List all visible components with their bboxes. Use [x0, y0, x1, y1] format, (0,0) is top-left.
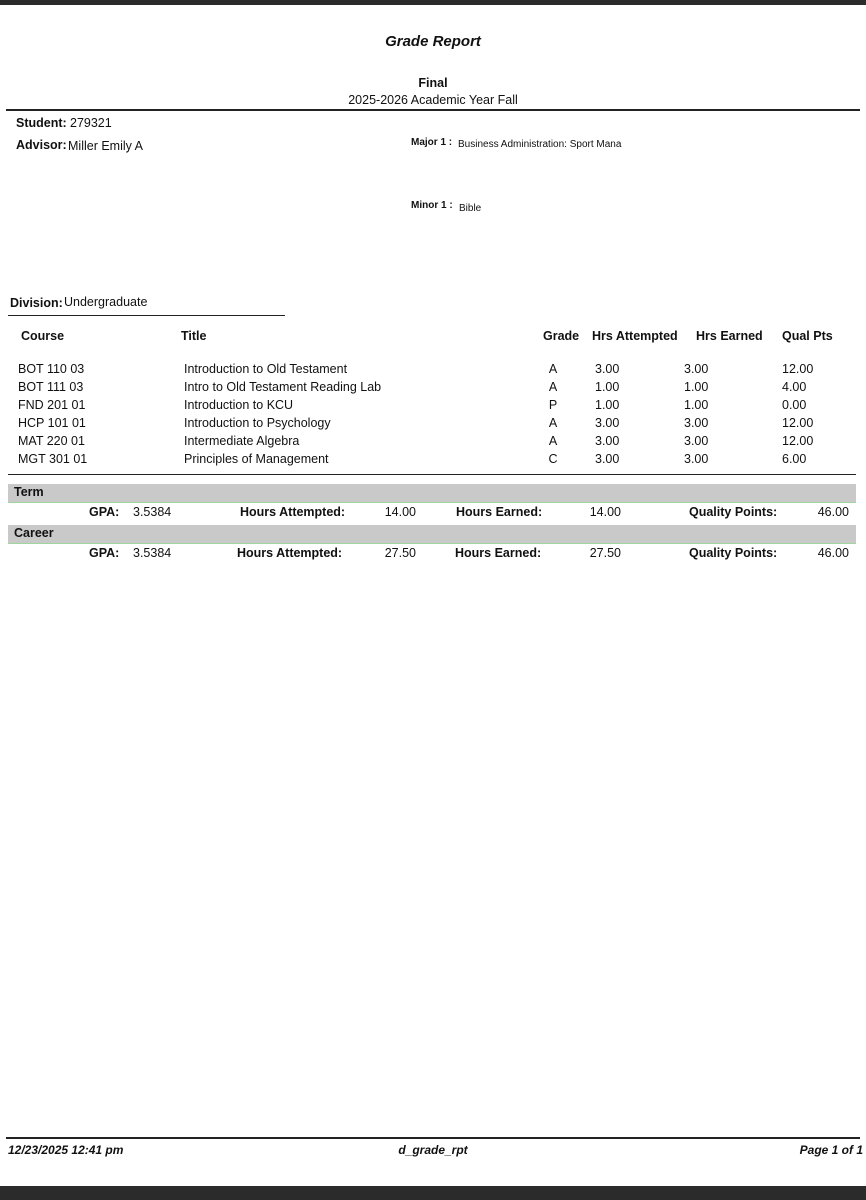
- col-header-title: Title: [181, 329, 207, 343]
- career-gpa-value: 3.5384: [133, 546, 172, 560]
- term-hours-attempted-value: 14.00: [384, 505, 416, 519]
- course-hrs-attempted: 3.00: [595, 362, 620, 376]
- course-title: Introduction to Old Testament: [184, 362, 348, 376]
- student-label: Student:: [16, 116, 67, 130]
- course-qual-pts: 4.00: [782, 380, 807, 394]
- course-code: BOT 111 03: [18, 380, 84, 394]
- career-label: Career: [14, 526, 54, 540]
- course-hrs-earned: 1.00: [684, 398, 709, 412]
- course-qual-pts: 0.00: [782, 398, 807, 412]
- division-label: Division:: [10, 296, 63, 310]
- minor-value: Bible: [459, 203, 482, 214]
- report-type: Final: [418, 76, 448, 90]
- term-gpa-label: GPA:: [89, 505, 120, 519]
- course-title: Introduction to KCU: [184, 398, 294, 412]
- major-value: Business Administration: Sport Mana: [458, 139, 622, 150]
- col-header-grade: Grade: [543, 329, 580, 343]
- course-hrs-earned: 3.00: [684, 434, 709, 448]
- term-band: [8, 484, 856, 503]
- course-grade: A: [548, 416, 558, 430]
- career-gpa-label: GPA:: [89, 546, 120, 560]
- col-header-qual-pts: Qual Pts: [782, 329, 833, 343]
- term-hours-earned-value: 14.00: [589, 505, 621, 519]
- career-hours-earned-value: 27.50: [589, 546, 621, 560]
- term-hours-attempted-label: Hours Attempted:: [240, 505, 346, 519]
- course-qual-pts: 12.00: [782, 362, 814, 376]
- career-hours-attempted-value: 27.50: [384, 546, 416, 560]
- course-grade: A: [548, 434, 558, 448]
- course-qual-pts: 12.00: [782, 416, 814, 430]
- report-term: 2025-2026 Academic Year Fall: [348, 93, 518, 107]
- career-band: [8, 525, 856, 544]
- course-title: Intermediate Algebra: [184, 434, 300, 448]
- course-hrs-attempted: 3.00: [595, 434, 620, 448]
- footer-rule: [6, 1137, 860, 1139]
- course-title: Introduction to Psychology: [184, 416, 331, 430]
- course-grade: P: [548, 398, 558, 412]
- course-hrs-earned: 3.00: [684, 362, 709, 376]
- term-quality-points-value: 46.00: [817, 505, 849, 519]
- course-hrs-attempted: 1.00: [595, 398, 620, 412]
- course-hrs-attempted: 3.00: [595, 416, 620, 430]
- course-code: MAT 220 01: [18, 434, 85, 448]
- student-id: 279321: [70, 116, 112, 130]
- top-edge-bar: [0, 0, 866, 5]
- course-hrs-attempted: 3.00: [595, 452, 620, 466]
- advisor-name: Miller Emily A: [68, 139, 144, 153]
- col-header-hrs-attempted: Hrs Attempted: [592, 329, 678, 343]
- course-qual-pts: 12.00: [782, 434, 814, 448]
- term-label: Term: [14, 485, 44, 499]
- col-header-hrs-earned: Hrs Earned: [696, 329, 763, 343]
- course-grade: C: [548, 452, 558, 466]
- course-title: Principles of Management: [184, 452, 329, 466]
- col-header-course: Course: [21, 329, 65, 343]
- footer-timestamp: 12/23/2025 12:41 pm: [8, 1143, 124, 1157]
- division-rule: [8, 315, 285, 316]
- footer-page-number: Page 1 of 1: [799, 1143, 863, 1157]
- report-title: Grade Report: [385, 33, 481, 50]
- career-hours-earned-label: Hours Earned:: [455, 546, 542, 560]
- course-hrs-earned: 1.00: [684, 380, 709, 394]
- course-hrs-earned: 3.00: [684, 452, 709, 466]
- major-label: Major 1 :: [411, 137, 453, 148]
- term-gpa-value: 3.5384: [133, 505, 172, 519]
- course-grade: A: [548, 362, 558, 376]
- course-title: Intro to Old Testament Reading Lab: [184, 380, 382, 394]
- career-quality-points-value: 46.00: [817, 546, 849, 560]
- table-bottom-rule: [8, 474, 856, 475]
- division-value: Undergraduate: [64, 295, 148, 309]
- course-code: FND 201 01: [18, 398, 86, 412]
- career-quality-points-label: Quality Points:: [689, 546, 778, 560]
- course-grade: A: [548, 380, 558, 394]
- course-hrs-earned: 3.00: [684, 416, 709, 430]
- advisor-label: Advisor:: [16, 138, 67, 152]
- footer-report-name: d_grade_rpt: [398, 1143, 468, 1157]
- term-hours-earned-label: Hours Earned:: [456, 505, 543, 519]
- course-code: HCP 101 01: [18, 416, 86, 430]
- career-hours-attempted-label: Hours Attempted:: [237, 546, 343, 560]
- course-code: MGT 301 01: [18, 452, 88, 466]
- bottom-edge-bar: [0, 1186, 866, 1200]
- course-hrs-attempted: 1.00: [595, 380, 620, 394]
- course-qual-pts: 6.00: [782, 452, 807, 466]
- minor-label: Minor 1 :: [411, 200, 453, 211]
- course-code: BOT 110 03: [18, 362, 85, 376]
- header-rule: [6, 109, 860, 111]
- term-quality-points-label: Quality Points:: [689, 505, 778, 519]
